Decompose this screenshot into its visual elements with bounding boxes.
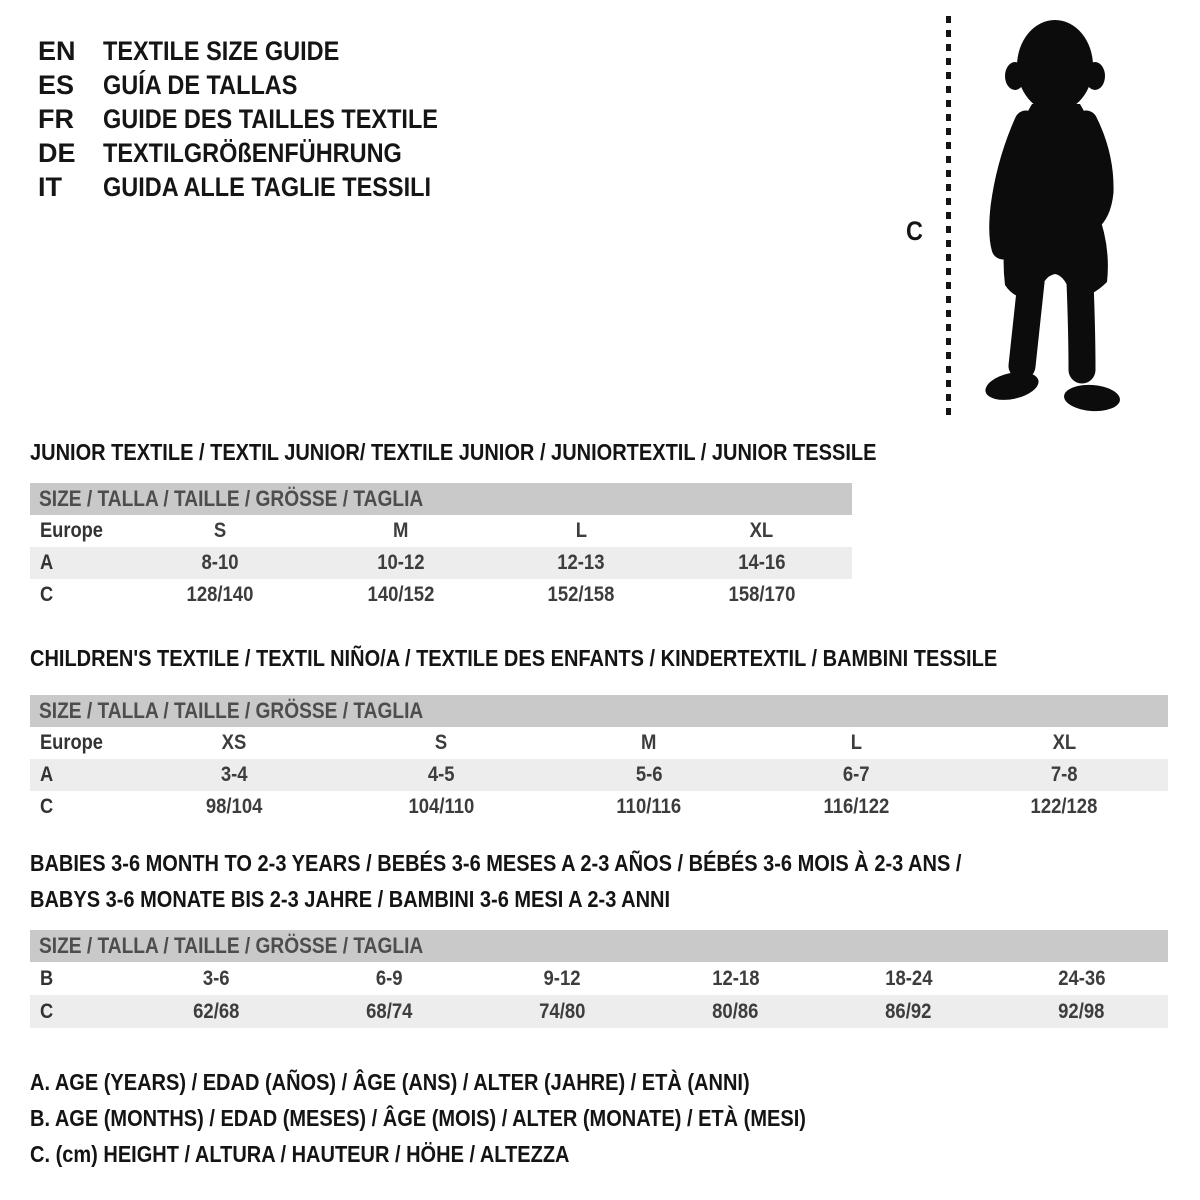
height-measure-dashed-line (946, 16, 951, 418)
children-size-table (30, 695, 1168, 823)
row-label: C (40, 795, 54, 818)
legend-line-a: A. AGE (YEARS) / EDAD (AÑOS) / ÂGE (ANS) / ALTER (JAHRE) / ETÀ (ANNI) (30, 1069, 750, 1095)
babies-title-line1: BABIES 3-6 MONTH TO 2-3 YEARS / BEBÉS 3-6 MESES A 2-3 AÑOS / BÉBÉS 3-6 MOIS À 2-3 ANS / (30, 850, 962, 876)
table-row: Europe XS S M L XL (30, 727, 1168, 759)
table-row: A 3-4 4-5 5-6 6-7 7-8 (30, 759, 1168, 791)
toddler-silhouette (968, 14, 1138, 416)
guide-title-es: GUÍA DE TALLAS (103, 69, 298, 100)
children-section-title: CHILDREN'S TEXTILE / TEXTIL NIÑO/A / TEXTILE DES ENFANTS / KINDERTEXTIL / BAMBINI TESSILE (30, 645, 998, 671)
language-title-list (38, 34, 488, 204)
language-row-fr (38, 102, 488, 136)
babies-table-header: SIZE / TALLA / TAILLE / GRÖSSE / TAGLIA (30, 930, 1168, 962)
measurement-legend (30, 1064, 922, 1172)
row-label: Europe (40, 731, 103, 754)
table-row: C 98/104 104/110 110/116 116/122 122/128 (30, 791, 1168, 823)
row-label: Europe (40, 519, 103, 542)
guide-title-en: TEXTILE SIZE GUIDE (103, 35, 340, 66)
table-row: Europe S M L XL (30, 515, 852, 547)
row-label: A (40, 763, 54, 786)
guide-title-it: GUIDA ALLE TAGLIE TESSILI (103, 171, 431, 202)
language-code-es: ES (38, 69, 75, 100)
language-code-it: IT (38, 171, 62, 202)
legend-line-b: B. AGE (MONTHS) / EDAD (MESES) / ÂGE (MOIS) / ALTER (MONATE) / ETÀ (MESI) (30, 1105, 806, 1131)
guide-title-de: TEXTILGRÖßENFÜHRUNG (103, 137, 402, 168)
row-label: A (40, 551, 54, 574)
children-table-header: SIZE / TALLA / TAILLE / GRÖSSE / TAGLIA (30, 695, 1168, 727)
row-label: B (40, 967, 54, 990)
junior-size-table (30, 483, 852, 611)
babies-title-line2: BABYS 3-6 MONATE BIS 2-3 JAHRE / BAMBINI 3-6 MESI A 2-3 ANNI (30, 886, 671, 912)
table-row: C 62/68 68/74 74/80 80/86 86/92 92/98 (30, 995, 1168, 1028)
language-code-de: DE (38, 137, 76, 168)
row-label: C (40, 583, 54, 606)
row-label: C (40, 1000, 54, 1023)
language-row-en (38, 34, 488, 68)
babies-section-title (30, 845, 1101, 917)
babies-size-table (30, 930, 1168, 1028)
language-code-en: EN (38, 35, 76, 66)
table-row: A 8-10 10-12 12-13 14-16 (30, 547, 852, 579)
junior-section-title: JUNIOR TEXTILE / TEXTIL JUNIOR/ TEXTILE JUNIOR / JUNIORTEXTIL / JUNIOR TESSILE (30, 439, 877, 465)
language-row-es (38, 68, 488, 102)
language-code-fr: FR (38, 103, 74, 134)
language-row-de (38, 136, 488, 170)
language-row-it (38, 170, 488, 204)
height-measure-label: C (906, 216, 923, 246)
guide-title-fr: GUIDE DES TAILLES TEXTILE (103, 103, 438, 134)
legend-line-c: C. (cm) HEIGHT / ALTURA / HAUTEUR / HÖHE / ALTEZZA (30, 1141, 570, 1167)
table-row: B 3-6 6-9 9-12 12-18 18-24 24-36 (30, 962, 1168, 995)
table-row: C 128/140 140/152 152/158 158/170 (30, 579, 852, 611)
junior-table-header: SIZE / TALLA / TAILLE / GRÖSSE / TAGLIA (30, 483, 852, 515)
